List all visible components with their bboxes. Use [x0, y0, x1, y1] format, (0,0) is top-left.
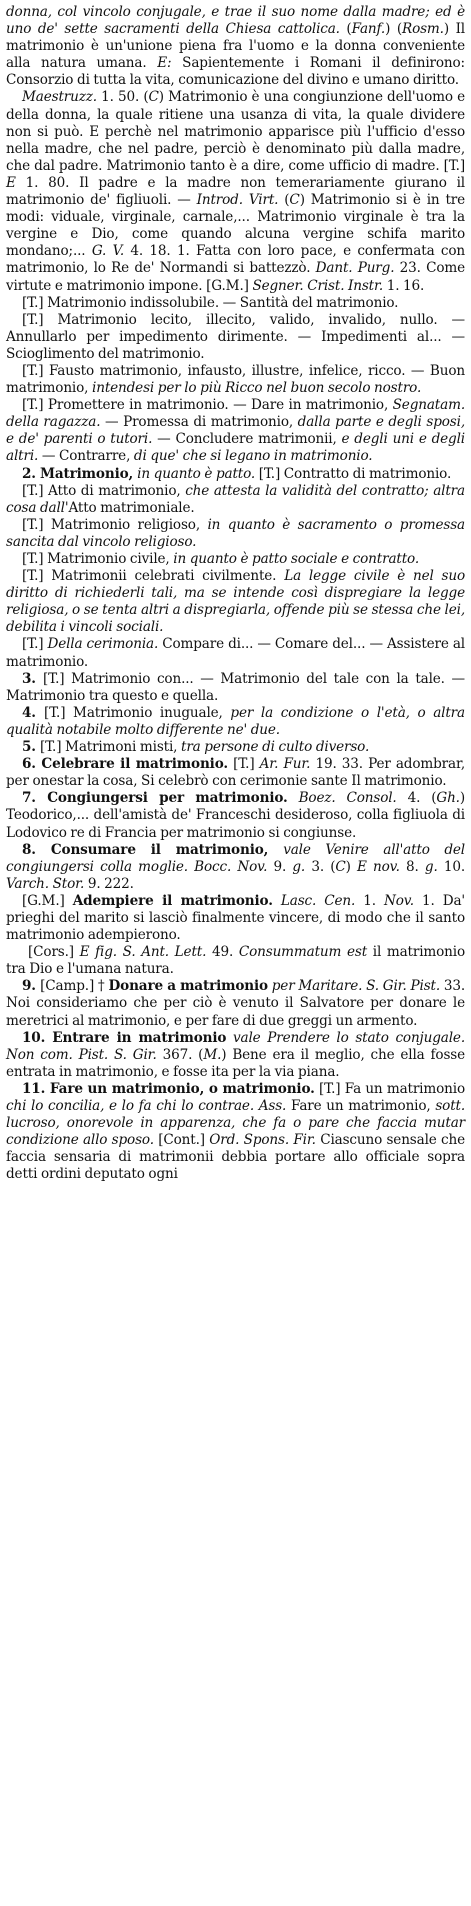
entry-headword: 7. Congiungersi per matrimonio. — [22, 790, 288, 807]
entry-text: 19. 33. Per adombrar, per onestar la cosa, Si celebrò con cerimonie sante Il matrimonio. — [6, 756, 465, 790]
entry-italic-text: Segner. Crist. Instr. — [252, 277, 384, 294]
entry-italic-text: E — [6, 174, 16, 191]
entry-text: [T.] Matrimonio religioso, — [22, 516, 208, 533]
entry-italic-text: g. — [424, 858, 438, 875]
entry-headword: 4. — [22, 704, 44, 721]
entry-text: 4. ( — [396, 790, 437, 807]
entry-italic-text: E: — [157, 55, 183, 72]
entry-paragraph — [6, 893, 465, 944]
entry-italic-text: e degli uni e degli altri. — [6, 431, 465, 465]
entry-italic-text: di que' che si legano in matrimonio. — [133, 448, 373, 465]
entry-italic-text: per la condizione o l'età, o altra qualità notabile molto differente ne' due. — [6, 704, 465, 738]
entry-italic-text: in quanto è sacramento o promessa sancita dal vincolo religioso. — [6, 516, 465, 550]
entry-text: Ciascuno sensale che faccia sensaria di matrimonii debbia portare allo officiale sopra detti ordini deputato ogni — [6, 1132, 465, 1183]
entry-text: [Cont.] — [153, 1132, 210, 1149]
entry-italic-text: g. — [292, 858, 306, 875]
entry-text: [T.] Matrimoni misti, — [39, 739, 181, 756]
entry-paragraph — [6, 756, 465, 790]
entry-paragraph — [6, 363, 465, 397]
entry-text: ) — [345, 858, 358, 875]
entry-italic-text: C — [335, 858, 346, 875]
entry-headword: 2. Matrimonio, — [22, 465, 138, 482]
entry-italic-text: M. — [203, 1046, 222, 1063]
entry-italic-text: donna, col vincolo conjugale, e trae il suo nome dalla madre; ed è uno de' sette sacramenti della Chiesa cattolica. — [6, 4, 465, 38]
entry-text: — Contrarre, — [38, 448, 134, 465]
entry-italic-text: intendesi per lo più Ricco nel buon secolo nostro. — [92, 380, 422, 397]
entry-text: Compare di... — Comare del... — Assistere al matrimonio. — [6, 636, 465, 670]
entry-text: — Promessa di matrimonio, — [100, 414, 298, 431]
entry-text: [T.] Promettere in matrimonio. — Dare in matrimonio, — [22, 397, 393, 414]
entry-text: 8. — [399, 858, 425, 875]
entry-text: [T.] Matrimonio con... — Matrimonio del tale con la tale. — Matrimonio tra questo e quella. — [6, 670, 465, 704]
entry-text: 49. — [206, 944, 239, 961]
entry-text: [T.] Matrimonio civile, — [22, 551, 174, 567]
entry-text: ) Teodorico,... dell'amistà de' Franceschi desideroso, colla figliuola di Lodovico re di Francia per matrimonio si congiunse. — [6, 790, 466, 841]
entry-paragraph — [6, 517, 465, 551]
entry-text: ) Matrimonio è una congiunzione dell'uomo e della donna, la quale ritiene una usanza di vita, la quale dividere non si può. E perchè nel matrimonio apparisce più l'ufficio d'esso nella madre, che nel padre, perciò è denominato più dalla madre, che dal padre. Matrimonio tanto è a dire, come ufficio di madre. [T.] — [6, 89, 465, 174]
entry-paragraph — [6, 944, 465, 978]
entry-text: [T.] Fa un matrimonio — [314, 1080, 465, 1097]
entry-italic-text: che attesta la validità del contratto; altra cosa dall' — [6, 482, 465, 516]
entry-text: 1. — [355, 892, 384, 909]
entry-text: ) ( — [385, 21, 402, 38]
entry-paragraph — [6, 739, 465, 756]
entry-italic-text: Segnatam. della ragazza. — [6, 397, 465, 431]
entry-text: [T.] Matrimonio lecito, illecito, valido, invalido, nullo. — Annullarlo per impedimento dirimente. — Impedimenti al... — Scioglimento del matrimonio. — [6, 311, 465, 362]
entry-paragraph — [6, 842, 465, 893]
entry-text: Fare un matrimonio, — [286, 1098, 436, 1114]
entry-headword: 9. — [22, 978, 41, 995]
entry-text: 367. ( — [156, 1046, 204, 1063]
entry-paragraph — [6, 1030, 465, 1081]
dictionary-entry-text — [6, 4, 465, 1183]
entry-italic-text: Ar. Fur. — [259, 756, 311, 773]
entry-text: [Cors.] — [28, 944, 80, 961]
entry-paragraph — [6, 4, 465, 89]
entry-text: 3. ( — [305, 858, 336, 875]
entry-italic-text: vale Venire all'atto del congiungersi colla moglie. Bocc. Nov. — [6, 841, 465, 875]
entry-italic-text: in quanto è patto sociale e contratto. — [173, 551, 419, 567]
entry-paragraph — [6, 1081, 465, 1184]
entry-paragraph — [6, 397, 465, 465]
entry-italic-text: La legge civile è nel suo diritto di richiederli tali, ma se intende così dispregiare la legge religiosa, o se tenta altri a dispregiarla, offende più se stessa che lei, debilita i vincoli sociali. — [6, 568, 465, 636]
entry-italic-text: Dant. Purg. — [315, 260, 395, 277]
entry-italic-text: dalla parte e degli sposi, e de' parenti o tutori. — [6, 414, 465, 448]
entry-text: — Concludere matrimonii, — [152, 431, 342, 448]
entry-paragraph — [6, 790, 465, 841]
entry-headword: 10. Entrare in matrimonio — [22, 1029, 227, 1046]
entry-text: ( — [339, 21, 352, 38]
entry-text: [T.] — [22, 636, 48, 653]
entry-text: Sapientemente i Romani il definirono: Consorzio di tutta la vita, comunicazione del divino e umano diritto. — [6, 55, 465, 89]
entry-text: 9. 222. — [84, 875, 134, 892]
entry-italic-text: Introd. Virt. — [196, 192, 279, 209]
entry-text: [Camp.] † — [40, 978, 109, 995]
entry-paragraph — [6, 636, 465, 670]
entry-italic-text: G. V. — [91, 243, 125, 260]
entry-text: 9. — [267, 858, 293, 875]
entry-paragraph — [6, 705, 465, 739]
entry-text — [273, 893, 281, 909]
entry-headword: 6. Celebrare il matrimonio. — [22, 756, 228, 773]
entry-text: 23. Come virtute e matrimonio impone. [G.M.] — [6, 260, 465, 294]
entry-text: ) Bene era il meglio, che ella fosse entrata in matrimonio, e fosse ita per la via piana. — [6, 1046, 465, 1080]
entry-italic-text: E fig. S. Ant. Lett. — [79, 944, 207, 961]
entry-italic-text: Maestruzz. — [22, 89, 97, 106]
entry-paragraph — [6, 671, 465, 705]
entry-paragraph — [6, 483, 465, 517]
entry-italic-text: Varch. Stor. — [6, 875, 85, 892]
entry-text: 10. — [437, 858, 466, 875]
entry-paragraph — [6, 312, 465, 363]
entry-text: 1. 80. Il padre e la madre non temerariamente giurano il matrimonio de' figliuoli. — — [6, 174, 465, 209]
entry-italic-text: Boez. Consol. — [298, 790, 397, 807]
entry-text: il matrimonio tra Dio e l'umana natura. — [6, 944, 466, 978]
entry-paragraph — [6, 295, 465, 312]
entry-text: Atto matrimoniale. — [68, 499, 195, 516]
entry-text — [226, 1030, 233, 1046]
entry-italic-text: chi lo concilia, e lo fa chi lo contrae. Ass. — [6, 1098, 287, 1114]
entry-text: [T.] Matrimonio indissolubile. — Santità del matrimonio. — [22, 294, 399, 311]
entry-italic-text: Nov. — [384, 892, 414, 909]
entry-italic-text: C — [289, 192, 300, 209]
entry-text: 33. Noi consideriamo che per ciò è venuto il Salvatore per donare le meretrici al matrimonio, e per fare di due greggi un armento. — [6, 978, 466, 1029]
entry-text: [T.] Matrimonio inuguale, — [43, 704, 231, 721]
entry-italic-text: Lasc. Cen. — [280, 892, 356, 909]
entry-text: [T.] Contratto di matrimonio. — [255, 465, 452, 482]
entry-italic-text: sott. lucroso, onorevole in apparenza, che fa o pare che faccia mutar condizione allo sposo. — [6, 1098, 465, 1149]
entry-text: [T.] Atto di matrimonio, — [22, 482, 186, 499]
entry-italic-text: E nov. — [357, 858, 400, 875]
entry-paragraph — [6, 466, 465, 483]
entry-paragraph — [6, 551, 465, 568]
entry-headword: Adempiere il matrimonio. — [72, 892, 273, 909]
entry-text: [T.] Matrimonii celebrati civilmente. — [22, 568, 285, 585]
entry-italic-text: C — [148, 89, 159, 106]
entry-italic-text: Fanf. — [351, 21, 386, 38]
entry-text: ) Il matrimonio è un'unione piena fra l'uomo e la donna conveniente alla natura umana. — [6, 21, 465, 72]
entry-paragraph — [6, 89, 465, 294]
entry-text: 1. 50. ( — [96, 89, 149, 106]
entry-headword: 5. — [22, 739, 40, 756]
entry-text: 1. 16. — [383, 277, 425, 294]
entry-text: [T.] — [227, 756, 260, 773]
entry-text: ( — [278, 192, 290, 209]
entry-italic-text: in quanto è patto. — [137, 465, 256, 482]
entry-italic-text: Rosm. — [401, 21, 444, 38]
entry-headword: Donare a matrimonio — [108, 978, 268, 995]
entry-headword: 3. — [22, 670, 43, 687]
entry-italic-text: Ord. Spons. Fir. — [209, 1132, 316, 1149]
entry-text: [G.M.] — [22, 892, 73, 909]
entry-italic-text: Gh. — [436, 790, 460, 807]
entry-text: [T.] Fausto matrimonio, infausto, illustre, infelice, ricco. — Buon matrimonio, — [6, 362, 465, 397]
entry-text: 1. Da' prieghi del marito si lasciò finalmente vincere, di modo che il santo matrimonio adempierono. — [6, 892, 465, 944]
entry-text — [288, 790, 299, 806]
entry-paragraph — [6, 568, 465, 636]
entry-headword: 11. Fare un matrimonio, o matrimonio. — [22, 1080, 315, 1097]
entry-text: ) Matrimonio si è in tre modi: viduale, virginale, carnale,... Matrimonio virginale è tra la vergine e Dio, come quando alcuna vergine schifa marito mondano;... — [6, 192, 466, 260]
entry-italic-text: per Maritare. S. Gir. Pist. — [271, 978, 441, 995]
entry-text: 4. 18. 1. Fatta con loro pace, e confermata con matrimonio, lo Re de' Normandi si battezzò. — [6, 243, 465, 277]
entry-italic-text: vale Prendere lo stato conjugale. Non com. Pist. S. Gir. — [6, 1029, 465, 1063]
entry-headword: 8. Consumare il matrimonio, — [22, 841, 284, 858]
entry-paragraph — [6, 978, 465, 1029]
entry-italic-text: tra persone di culto diverso. — [181, 739, 370, 756]
entry-italic-text: Della cerimonia. — [47, 636, 159, 653]
entry-italic-text: Consummatum est — [238, 944, 368, 961]
